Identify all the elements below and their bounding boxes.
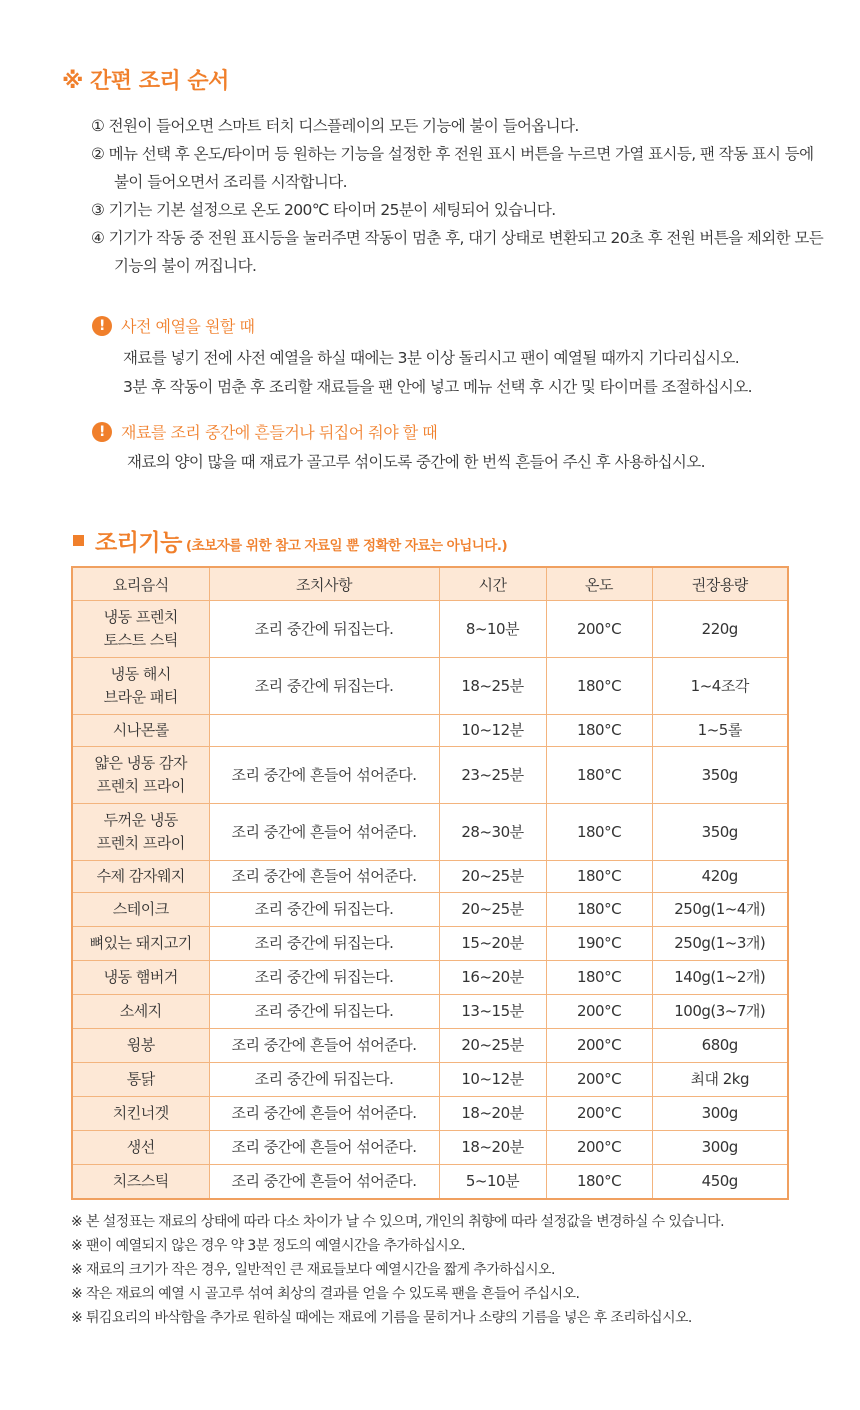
table-cell: 10~12분 [439,1063,546,1097]
table-cell: 조리 중간에 흔들어 섞어준다. [209,804,439,861]
table-cell: 윙봉 [72,1029,209,1063]
table-row [72,1063,788,1097]
table-cell: 100g(3~7개) [652,995,788,1029]
table-cell: 조리 중간에 흔들어 섞어준다. [209,861,439,893]
table-cell: 1~5롤 [652,715,788,747]
table-cell: 8~10분 [439,601,546,658]
table-cell: 18~20분 [439,1097,546,1131]
warning-line: 재료를 넣기 전에 사전 예열을 하실 때에는 3분 이상 돌리시고 팬이 예열될 때까지 기다리십시오. [123,349,740,367]
table-row [72,715,788,747]
note-item: ※ 튀김요리의 바삭함을 추가로 원하실 때에는 재료에 기름을 묻히거나 소량의 기름을 넣은 후 조리하십시오. [71,1310,692,1326]
table-cell: 200°C [546,1131,652,1165]
exclamation-icon: ! [92,316,112,336]
table-cell: 조리 중간에 뒤집는다. [209,961,439,995]
table-cell: 두꺼운 냉동 프렌치 프라이 [72,804,209,861]
table-cell: 얇은 냉동 감자 프렌치 프라이 [72,747,209,804]
section2-title: 조리기능 [95,530,182,556]
warning-line: 재료의 양이 많을 때 재료가 골고루 섞이도록 중간에 한 번씩 흔들어 주신 후 사용하십시오. [127,453,706,471]
table-cell: 조리 중간에 흔들어 섞어준다. [209,1097,439,1131]
column-header: 시간 [439,567,546,601]
cooking-steps-list [91,112,831,280]
note-item: ※ 재료의 크기가 작은 경우, 일반적인 큰 재료들보다 예열시간을 짧게 추가하십시오. [71,1262,555,1278]
table-cell: 350g [652,747,788,804]
table-cell: 냉동 햄버거 [72,961,209,995]
table-cell: 180°C [546,658,652,715]
note-item: ※ 작은 재료의 예열 시 골고루 섞여 최상의 결과를 얻을 수 있도록 팬을 흔들어 주십시오. [71,1286,580,1302]
table-cell: 조리 중간에 뒤집는다. [209,658,439,715]
table-cell: 조리 중간에 흔들어 섞어준다. [209,1131,439,1165]
table-cell: 200°C [546,995,652,1029]
cooking-table [71,566,789,1200]
table-cell: 180°C [546,747,652,804]
table-cell: 180°C [546,715,652,747]
table-row [72,658,788,715]
warning-shake-title [92,420,437,443]
table-cell: 생선 [72,1131,209,1165]
table-cell: 18~25분 [439,658,546,715]
table-row [72,961,788,995]
table-cell: 200°C [546,1063,652,1097]
table-cell: 조리 중간에 흔들어 섞어준다. [209,1165,439,1199]
table-body [72,601,788,1199]
table-cell: 스테이크 [72,893,209,927]
table-cell: 조리 중간에 뒤집는다. [209,1063,439,1097]
table-cell: 18~20분 [439,1131,546,1165]
table-cell: 180°C [546,804,652,861]
table-row [72,1131,788,1165]
step-item: ② 메뉴 선택 후 온도/타이머 등 원하는 기능을 설정한 후 전원 표시 버튼을 누르면 가열 표시등, 팬 작동 표시 등에 불이 들어오면서 조리를 시작합니다. [91,145,814,191]
table-cell: 조리 중간에 흔들어 섞어준다. [209,1029,439,1063]
table-cell: 250g(1~3개) [652,927,788,961]
column-header: 요리음식 [72,567,209,601]
warning-preheat-title [92,314,254,337]
table-cell: 13~15분 [439,995,546,1029]
table-cell [209,715,439,747]
table-cell: 냉동 해시 브라운 패티 [72,658,209,715]
section2-subtitle: (초보자를 위한 참고 자료일 뿐 정확한 자료는 아닙니다.) [185,538,508,554]
column-header: 온도 [546,567,652,601]
table-cell: 16~20분 [439,961,546,995]
table-cell: 450g [652,1165,788,1199]
column-header: 권장용량 [652,567,788,601]
table-cell: 조리 중간에 뒤집는다. [209,995,439,1029]
table-cell: 20~25분 [439,861,546,893]
exclamation-icon: ! [92,422,112,442]
table-cell: 220g [652,601,788,658]
note-item: ※ 본 설정표는 재료의 상태에 따라 다소 차이가 날 수 있으며, 개인의 취향에 따라 설정값을 변경하실 수 있습니다. [71,1214,724,1230]
table-cell: 200°C [546,1029,652,1063]
table-cell: 소세지 [72,995,209,1029]
table-cell: 20~25분 [439,1029,546,1063]
table-cell: 140g(1~2개) [652,961,788,995]
section-title-quick-cooking: ※ 간편 조리 순서 [62,69,229,94]
table-cell: 200°C [546,1097,652,1131]
table-cell: 300g [652,1097,788,1131]
warning-line: 3분 후 작동이 멈춘 후 조리할 재료들을 팬 안에 넣고 메뉴 선택 후 시간 및 타이머를 조절하십시오. [123,378,752,396]
table-cell: 300g [652,1131,788,1165]
step-item: ④ 기기가 작동 중 전원 표시등을 눌러주면 작동이 멈춘 후, 대기 상태로 변환되고 20초 후 전원 버튼을 제외한 모든 기능의 불이 꺼집니다. [91,229,824,275]
column-header: 조치사항 [209,567,439,601]
warning-title-text: 사전 예열을 원할 때 [121,317,255,336]
table-row [72,804,788,861]
table-cell: 180°C [546,1165,652,1199]
square-bullet-icon [73,535,84,546]
table-cell: 200°C [546,601,652,658]
step-item: ③ 기기는 기본 설정으로 온도 200℃ 타이머 25분이 세팅되어 있습니다. [91,201,556,219]
table-cell: 420g [652,861,788,893]
table-cell: 180°C [546,861,652,893]
table-cell: 15~20분 [439,927,546,961]
table-cell: 1~4조각 [652,658,788,715]
table-row [72,893,788,927]
table-row [72,747,788,804]
table-cell: 최대 2kg [652,1063,788,1097]
table-row [72,1097,788,1131]
note-item: ※ 팬이 예열되지 않은 경우 약 3분 정도의 예열시간을 추가하십시오. [71,1238,465,1254]
table-cell: 통닭 [72,1063,209,1097]
table-cell: 조리 중간에 흔들어 섞어준다. [209,747,439,804]
table-row [72,995,788,1029]
table-cell: 냉동 프렌치 토스트 스틱 [72,601,209,658]
warning-shake-body [127,448,827,477]
table-cell: 조리 중간에 뒤집는다. [209,601,439,658]
table-cell: 28~30분 [439,804,546,861]
table-row [72,601,788,658]
table-cell: 350g [652,804,788,861]
table-header-row [72,567,788,601]
table-row [72,1165,788,1199]
table-cell: 시나몬롤 [72,715,209,747]
warning-title-text: 재료를 조리 중간에 흔들거나 뒤집어 줘야 할 때 [121,423,438,442]
table-cell: 치즈스틱 [72,1165,209,1199]
table-row [72,1029,788,1063]
table-row [72,927,788,961]
section-title-cooking-functions [73,524,507,557]
table-row [72,861,788,893]
step-item: ① 전원이 들어오면 스마트 터치 디스플레이의 모든 기능에 불이 들어옵니다. [91,117,579,135]
table-cell: 조리 중간에 뒤집는다. [209,893,439,927]
table-cell: 180°C [546,961,652,995]
table-cell: 23~25분 [439,747,546,804]
table-cell: 조리 중간에 뒤집는다. [209,927,439,961]
table-cell: 수제 감자웨지 [72,861,209,893]
table-cell: 250g(1~4개) [652,893,788,927]
table-cell: 180°C [546,893,652,927]
table-cell: 20~25분 [439,893,546,927]
table-cell: 치킨너겟 [72,1097,209,1131]
table-cell: 10~12분 [439,715,546,747]
table-cell: 5~10분 [439,1165,546,1199]
notes-list [71,1210,831,1330]
table-cell: 190°C [546,927,652,961]
table-cell: 680g [652,1029,788,1063]
warning-preheat-body [123,344,823,402]
table-cell: 뼈있는 돼지고기 [72,927,209,961]
